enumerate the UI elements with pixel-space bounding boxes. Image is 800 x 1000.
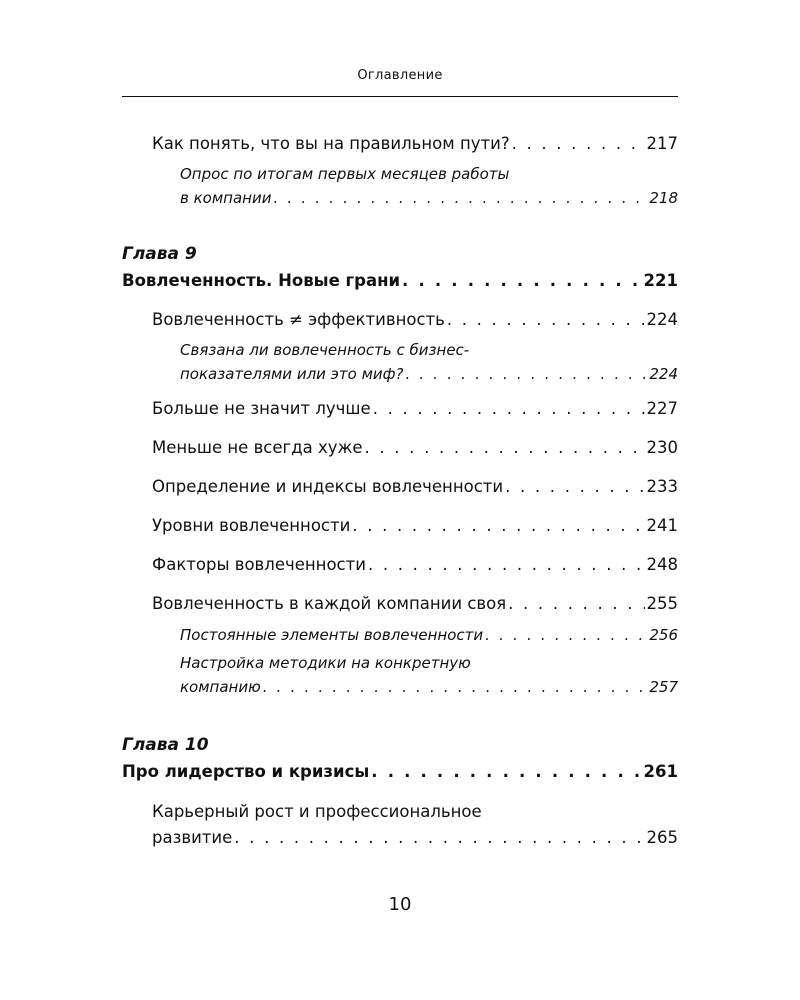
- toc-entry-title: Постоянные элементы вовлеченности: [180, 626, 484, 644]
- toc-entry-title-cont: развитие: [152, 828, 233, 847]
- dot-leader: [402, 271, 642, 290]
- dot-leader: [263, 675, 648, 699]
- toc-subentry[interactable]: [180, 338, 678, 386]
- toc-entry-page: 224: [646, 310, 678, 329]
- toc-subentry[interactable]: [180, 651, 678, 699]
- dot-leader: [273, 186, 647, 210]
- toc-entry-page: 241: [646, 516, 678, 535]
- toc-entry-page: 218: [649, 189, 678, 207]
- chapter-label: Глава 9: [122, 244, 197, 264]
- toc-entry[interactable]: [152, 310, 678, 329]
- toc-subentry[interactable]: [180, 623, 678, 647]
- dot-leader: [405, 362, 647, 386]
- toc-entry-title: Вовлеченность в каждой компании своя: [152, 594, 507, 613]
- toc-entry-title: Настройка методики на конкретную: [180, 654, 471, 672]
- toc-entry-page: 224: [649, 365, 678, 383]
- chapter-label: Глава 10: [122, 735, 209, 755]
- toc-entry-page: 265: [646, 828, 678, 847]
- toc-chapter-title: Вовлеченность. Новые грани: [122, 271, 401, 290]
- header-rule: [122, 96, 678, 97]
- dot-leader: [371, 762, 641, 781]
- toc-chapter-title: Про лидерство и кризисы: [122, 762, 370, 781]
- toc-entry-page: 227: [646, 399, 678, 418]
- toc-entry-page: 233: [646, 477, 678, 496]
- page-number: 10: [388, 894, 412, 915]
- toc-entry[interactable]: [152, 799, 678, 851]
- dot-leader: [508, 594, 644, 613]
- running-head: Оглавление: [357, 68, 443, 83]
- toc-entry-title: Факторы вовлеченности: [152, 555, 366, 574]
- toc-entry-page: 230: [646, 438, 678, 457]
- dot-leader: [373, 399, 645, 418]
- toc-entry-page: 217: [646, 134, 678, 153]
- dot-leader: [485, 623, 647, 647]
- dot-leader: [365, 438, 645, 457]
- toc-entry-page: 261: [643, 762, 678, 781]
- toc-entry-page: 255: [646, 594, 678, 613]
- toc-entry[interactable]: [152, 399, 678, 418]
- toc-entry[interactable]: [152, 555, 678, 574]
- toc-entry-title-cont: компанию: [180, 678, 261, 696]
- dot-leader: [447, 310, 645, 329]
- toc-entry[interactable]: [152, 516, 678, 535]
- dot-leader: [512, 134, 645, 153]
- toc-entry-title: Связана ли вовлеченность с бизнес-: [180, 341, 470, 359]
- toc-chapter-entry[interactable]: [122, 762, 678, 781]
- toc-entry-title: Определение и индексы вовлеченности: [152, 477, 504, 496]
- toc-entry-title: Опрос по итогам первых месяцев работы: [180, 165, 510, 183]
- toc-entry-title-cont: в компании: [180, 189, 272, 207]
- toc-entry-title: Больше не значит лучше: [152, 399, 371, 418]
- toc-entry-page: 248: [646, 555, 678, 574]
- toc-entry[interactable]: [152, 477, 678, 496]
- toc-entry-page: 257: [649, 678, 678, 696]
- dot-leader: [368, 555, 645, 574]
- toc-chapter-entry[interactable]: [122, 271, 678, 290]
- toc-entry-title: Уровни вовлеченности: [152, 516, 351, 535]
- dot-leader: [505, 477, 644, 496]
- toc-entry-title: Меньше не всегда хуже: [152, 438, 363, 457]
- toc-entry[interactable]: [152, 594, 678, 613]
- toc-entry[interactable]: [152, 438, 678, 457]
- toc-entry-page: 221: [643, 271, 678, 290]
- dot-leader: [234, 825, 644, 851]
- toc-subentry[interactable]: [180, 162, 678, 210]
- dot-leader: [352, 516, 644, 535]
- toc-entry-title-cont: показателями или это миф?: [180, 365, 404, 383]
- toc-entry[interactable]: [152, 134, 678, 153]
- toc-entry-page: 256: [649, 626, 678, 644]
- toc-entry-title: Вовлеченность ≠ эффективность: [152, 310, 445, 329]
- toc-entry-title: Карьерный рост и профессиональное: [152, 802, 482, 821]
- toc-entry-title: Как понять, что вы на правильном пути?: [152, 134, 510, 153]
